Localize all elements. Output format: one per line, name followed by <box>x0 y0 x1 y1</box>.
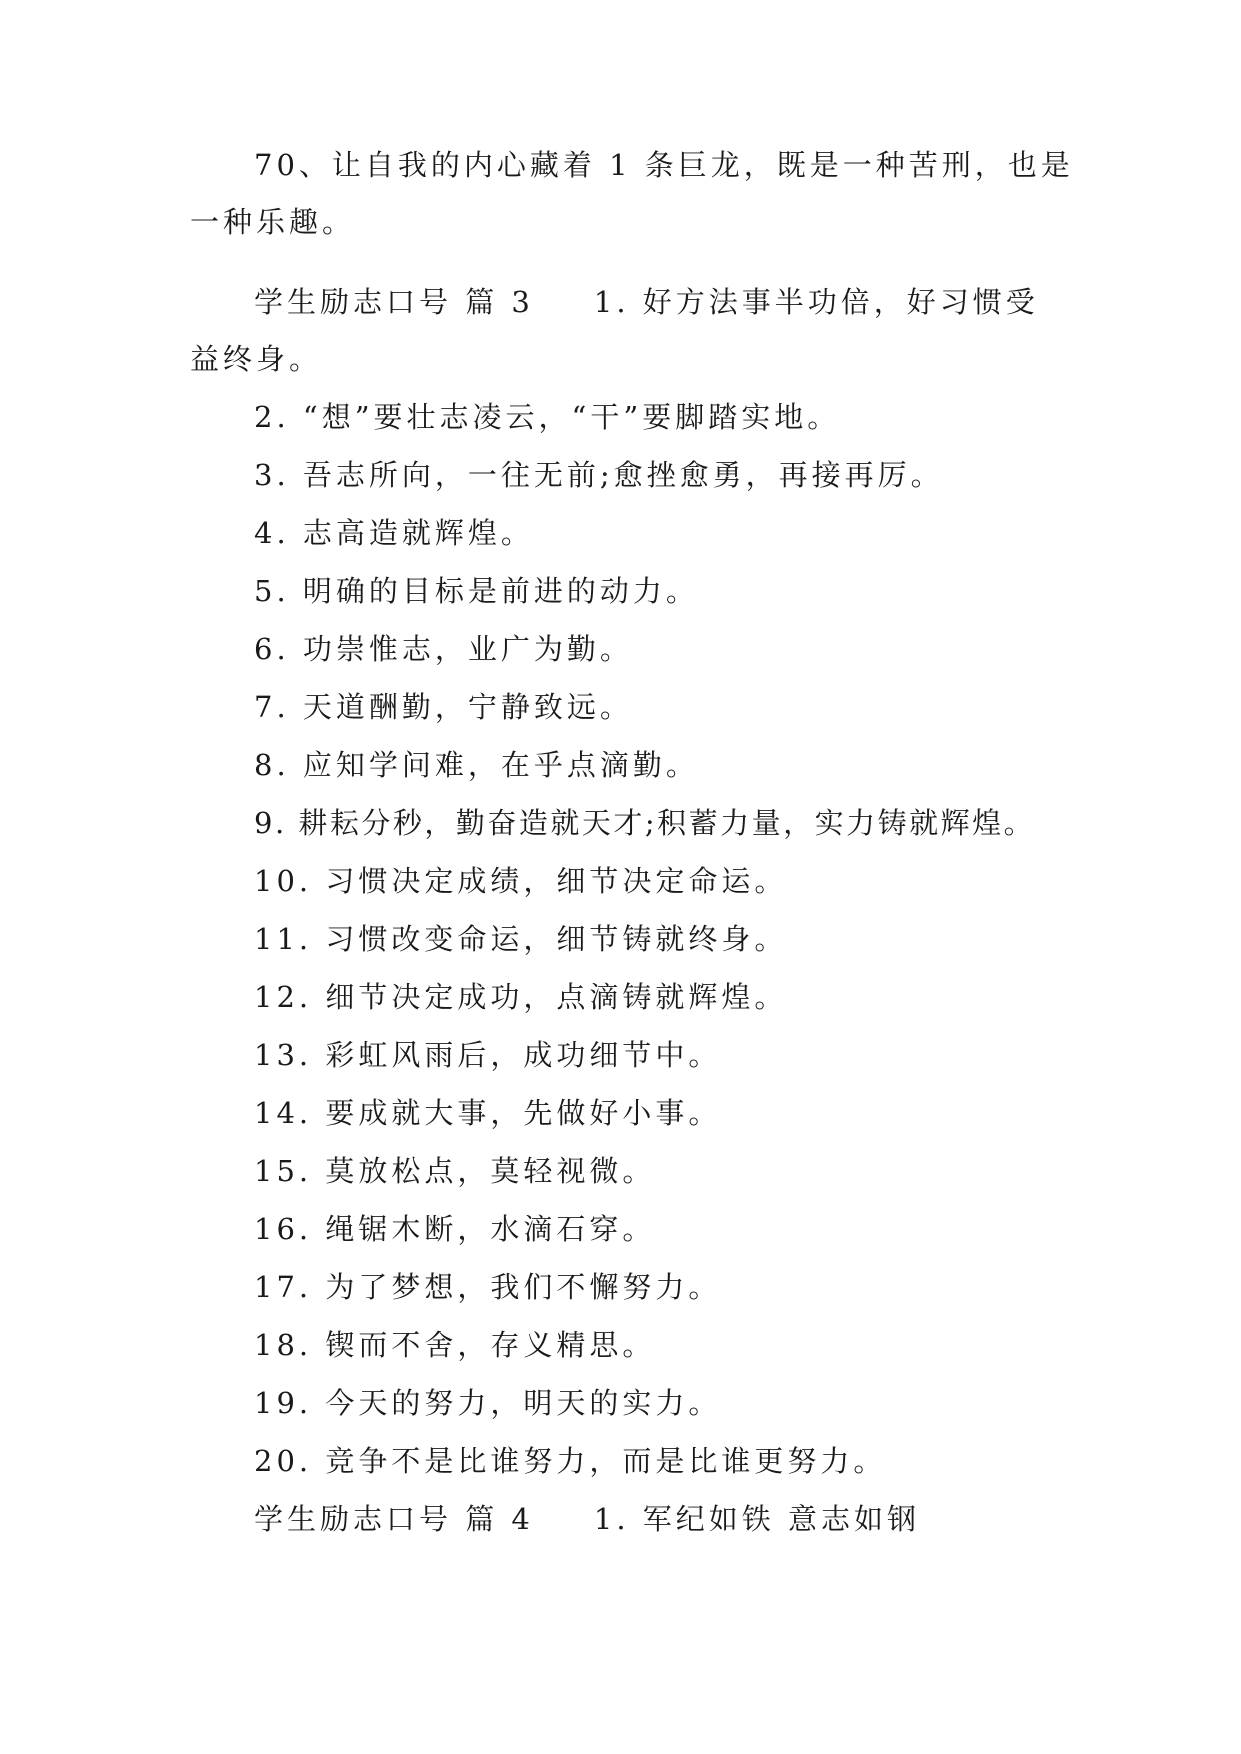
section-3-heading-line <box>254 282 1039 322</box>
list-item: 19. 今天的努力，明天的实力。 <box>254 1386 722 1420</box>
list-item: 6. 功崇惟志，业广为勤。 <box>254 632 633 666</box>
list-item: 2. “想”要壮志凌云，“干”要脚踏实地。 <box>254 400 841 434</box>
list-item: 5. 明确的目标是前进的动力。 <box>254 574 699 608</box>
paragraph-70-line-2: 一种乐趣。 <box>190 205 356 239</box>
section-4-item-1: 1. 军纪如铁 意志如钢 <box>593 1502 920 1536</box>
section-3-item-1: 1. 好方法事半功倍，好习惯受 <box>593 285 1039 319</box>
list-item: 11. 习惯改变命运，细节铸就终身。 <box>254 922 788 956</box>
list-item: 14. 要成就大事，先做好小事。 <box>254 1096 722 1130</box>
section-4-heading: 学生励志口号 篇 4 <box>254 1502 534 1536</box>
list-item: 8. 应知学问难，在乎点滴勤。 <box>254 748 699 782</box>
section-3-heading: 学生励志口号 篇 3 <box>254 285 534 319</box>
list-item: 7. 天道酬勤，宁静致远。 <box>254 690 633 724</box>
list-item: 17. 为了梦想，我们不懈努力。 <box>254 1270 722 1304</box>
list-item: 13. 彩虹风雨后，成功细节中。 <box>254 1038 722 1072</box>
paragraph-70-line-1: 70、让自我的内心藏着 1 条巨龙，既是一种苦刑，也是 <box>254 148 1074 182</box>
list-item: 15. 莫放松点，莫轻视微。 <box>254 1154 656 1188</box>
list-item: 9. 耕耘分秒，勤奋造就天才;积蓄力量，实力铸就辉煌。 <box>254 806 1036 840</box>
list-item: 10. 习惯决定成绩，细节决定命运。 <box>254 864 788 898</box>
list-item: 20. 竞争不是比谁努力，而是比谁更努力。 <box>254 1444 887 1478</box>
section-4-heading-line <box>254 1499 920 1539</box>
list-item: 16. 绳锯木断，水滴石穿。 <box>254 1212 656 1246</box>
list-item: 12. 细节决定成功，点滴铸就辉煌。 <box>254 980 788 1014</box>
list-item: 3. 吾志所向，一往无前;愈挫愈勇，再接再厉。 <box>254 458 944 492</box>
list-item: 4. 志高造就辉煌。 <box>254 516 534 550</box>
section-3-item-1-continued: 益终身。 <box>190 342 323 376</box>
list-item: 18. 锲而不舍，存义精思。 <box>254 1328 656 1362</box>
